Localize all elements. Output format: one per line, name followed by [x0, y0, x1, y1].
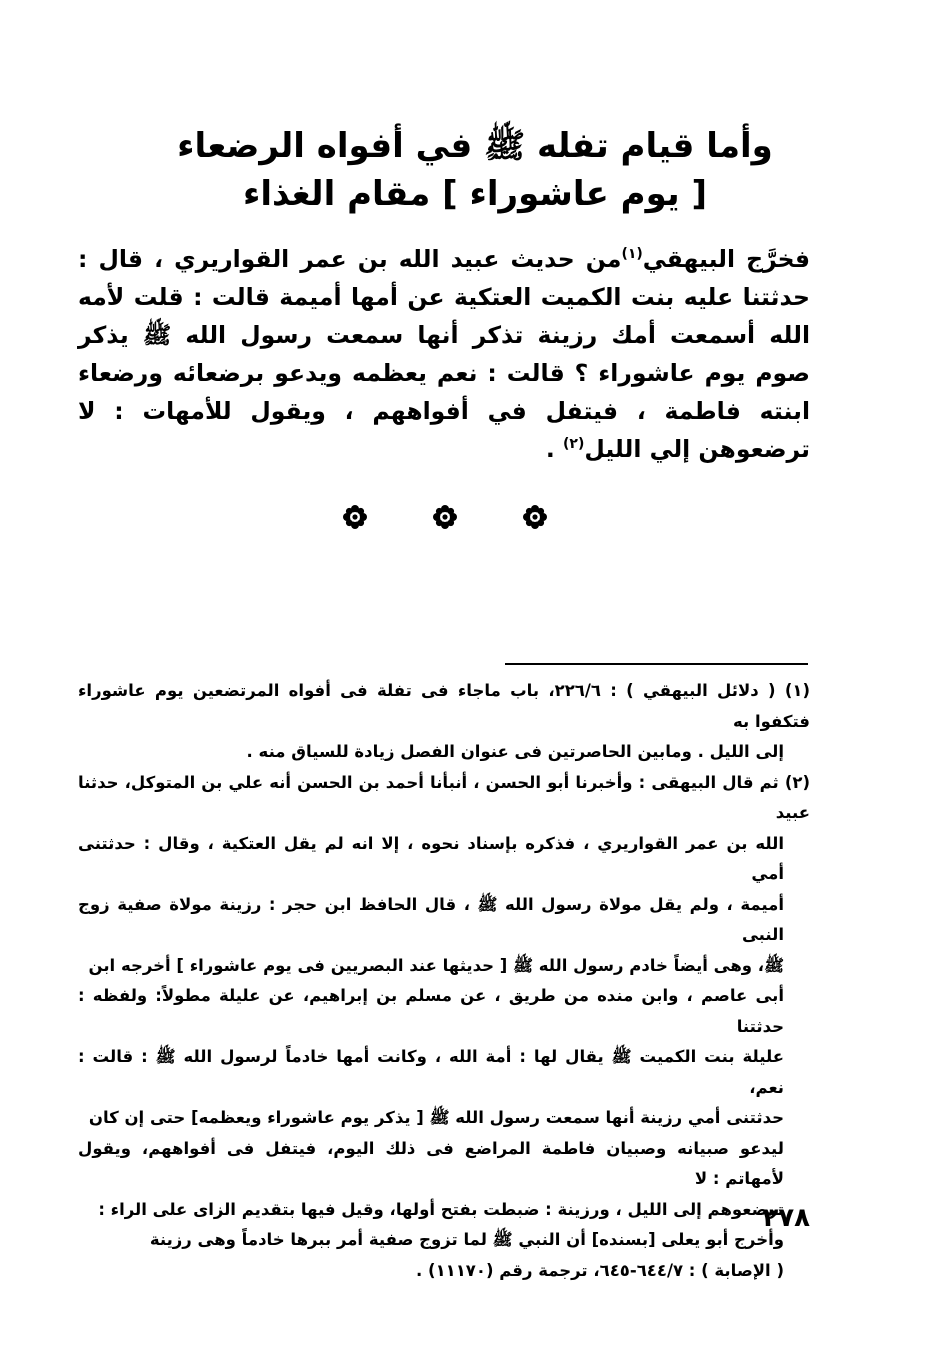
footnote-2-line-10: وأخرج أبو يعلى [بسنده] أن النبي ﷺ لما تزوج صفية أمر ببرها خادماً وهى رزينة [149, 1230, 784, 1249]
footnote-1-line-1: (١) ( دلائل البيهقي ) : ٢٢٦/٦، باب ماجاء فى تفلة فى أفواه المرتضعين يوم عاشوراء فتكفوا به [78, 681, 811, 731]
footnote-separator-line [505, 663, 808, 665]
main-paragraph [78, 240, 810, 468]
footnote-reference-2[interactable]: (٢) [562, 436, 585, 453]
paragraph-text-start: فخرَّج البيهقي [642, 245, 811, 273]
footnote-2-line-3: أميمة ، ولم يقل مولاة رسول الله ﷺ ، قال الحافظ ابن حجر : رزينة مولاة صفية زوج النبى [78, 894, 784, 944]
chapter-heading-line-1: وأما قيام تفله ﷺ في أفواه الرضعاء [177, 126, 773, 166]
footnote-2-line-9: ترضعوهم إلى الليل ، ورزينة : ضبطت بفتح أولها، وقيل فيها بتقديم الزاى على الراء : [98, 1199, 784, 1219]
chapter-heading-line-2: [ يوم عاشوراء ] مقام الغذاء [242, 174, 708, 214]
footnote-2-line-2: الله بن عمر القواريري ، فذكره بإسناد نحوه ، إلا انه لم يقل العتكية ، وقال : حدثتنى أمي [78, 833, 784, 883]
flower-ornament-icon [340, 502, 370, 532]
footnotes-section [78, 676, 810, 1286]
flower-ornament-icon [520, 502, 550, 532]
footnote-2-line-11: ( الإصابة ) : ٦٤٤/٧-٦٤٥، ترجمة رقم (١١١٧٠) . [416, 1260, 784, 1280]
footnote-reference-1[interactable]: (١) [621, 246, 643, 263]
footnote-2-line-4: ﷺ، وهى أيضاً خادم رسول الله ﷺ [ حديثها عند البصريين فى يوم عاشوراء ] أخرجه ابن [88, 955, 784, 975]
flower-ornament-icon [430, 502, 460, 532]
paragraph-text-middle: من حديث عبيد الله بن عمر القواريري ، قال : حدثتنا عليه بنت الكميت العتكية عن أمها أميمة قالت : قلت لأمه الله أسمعت أمك رزينة تذكر أنها سمعت رسول الله ﷺ يذكر صوم يوم عاشوراء ؟ قالت : نعم يعظمه ويدعو برضعائه ورضعاء ابنته فاطمة ، فيتفل في أفواههم ، ويقول للأمهات : لا ترضعوهن إلي الليل [78, 245, 810, 463]
footnote-2-line-7: حدثتنى أمي رزينة أنها سمعت رسول الله ﷺ [ يذكر يوم عاشوراء ويعظمه] حتى إن كان [88, 1108, 784, 1127]
footnote-2-line-1: (٢) ثم قال البيهقى : وأخبرنا أبو الحسن ، أنبأنا أحمد بن الحسن أنه علي بن المتوكل، حدثنا عبيد [78, 772, 810, 822]
footnote-1 [78, 676, 810, 768]
footnote-2-line-8: ليدعو صبيانه وصبيان فاطمة المراضع فى ذلك اليوم، فيتفل فى أفواههم، ويقول لأمهاتم : لا [78, 1138, 784, 1188]
footnote-2-line-5: أبى عاصم ، وابن منده من طريق ، عن مسلم بن إبراهيم، عن عليلة مطولاً: ولفظه : حدثتنا [78, 986, 784, 1036]
section-divider-ornaments [340, 502, 550, 532]
footnote-1-line-2: إلى الليل . ومابين الحاصرتين فى عنوان الفصل زيادة للسياق منه . [246, 742, 784, 761]
paragraph-text-end: . [545, 435, 563, 463]
footnote-2-line-6: عليلة بنت الكميت ﷺ يقال لها : أمة الله ، وكانت أمها خادماً لرسول الله ﷺ : قالت : نعم، [78, 1047, 784, 1097]
page-number: ٣٧٨ [762, 1203, 810, 1233]
